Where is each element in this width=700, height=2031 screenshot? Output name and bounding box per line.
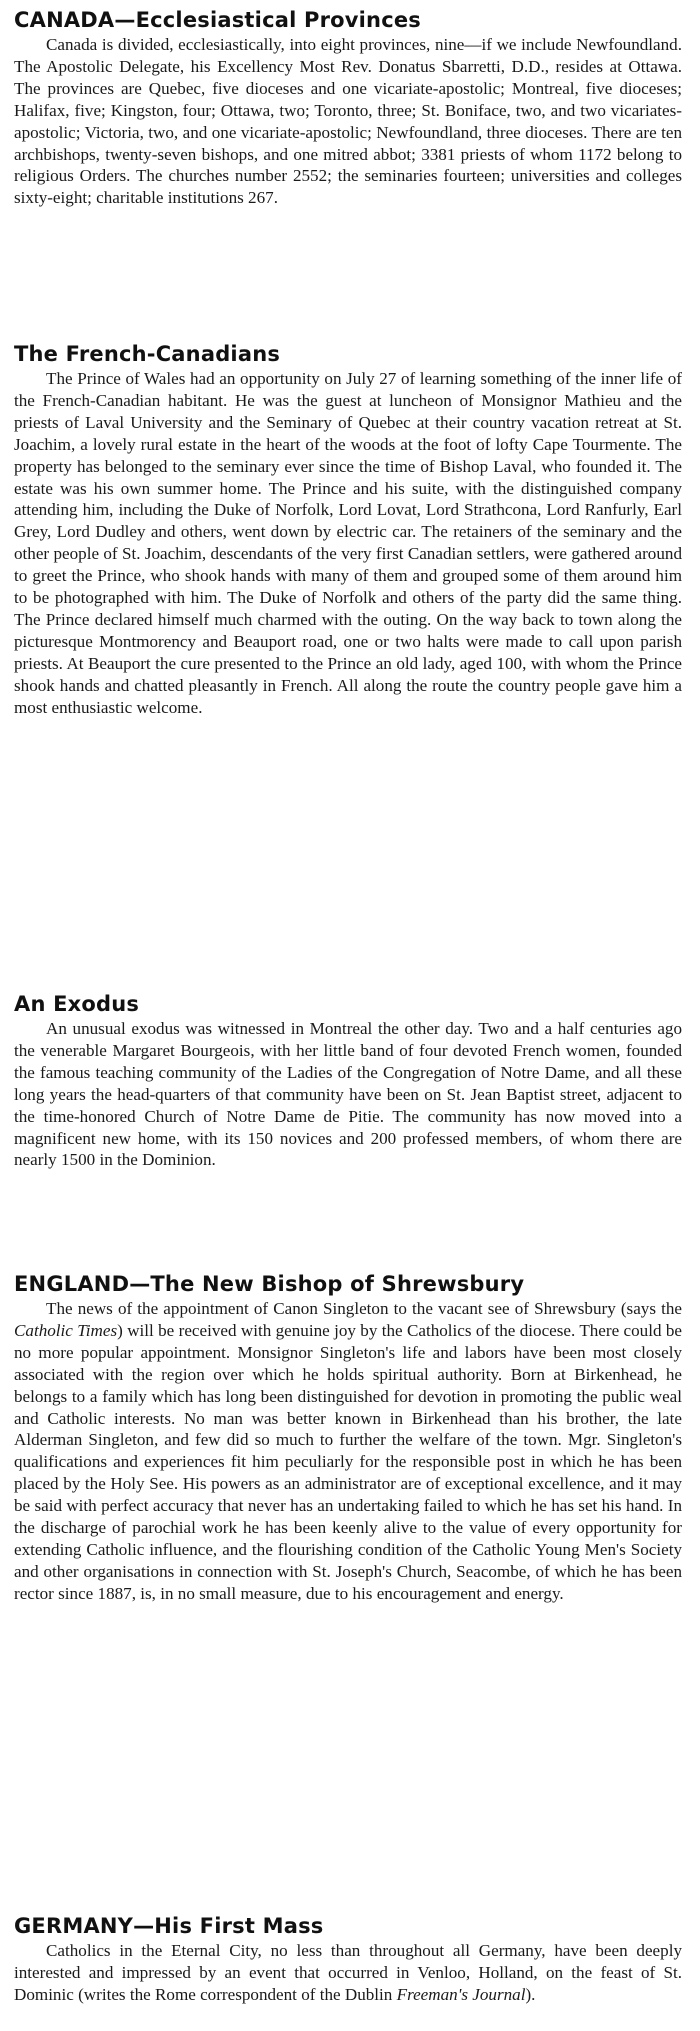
- paragraph-england: [14, 1298, 682, 1605]
- paragraph-england-part1: The news of the appointment of Canon Singleton to the vacant see of Shrewsbury (says the: [46, 1299, 682, 1318]
- publication-name-catholic-times: Catholic Times: [14, 1320, 118, 1340]
- paragraph-canada: Canada is divided, ecclesiastically, into eight provinces, nine—if we include Newfoundland. The Apostolic Delegate, his Excellency Most Rev. Donatus Sbarretti, D.D., resides at Ottawa. The provinces are Quebec, five dioceses and one vicariate-apostolic; Montreal, five dioceses; Halifax, five; Kingston, four; Ottawa, two; Toronto, three; St. Boniface, two, and two vicariates-apostolic; Victoria, two, and one vicariate-apostolic; Newfoundland, three dioceses. There are ten archbishops, twenty-seven bishops, and one mitred abbot; 3381 priests of whom 1172 belong to religious Orders. The churches number 2552; the seminaries fourteen; universities and colleges sixty-eight; charitable institutions 267.: [14, 35, 682, 208]
- paragraph-england-part2: ) will be received with genuine joy by the Catholics of the diocese. There could be no more popular appointment. Monsignor Singleton's life and labors have been most closely associated with the region over which he holds spiritual authority. Born at Birkenhead, he belongs to a family which has long been distinguished for devotion in promoting the public weal and Catholic interests. No man was better known in Birkenhead than his brother, the late Alderman Singleton, and few did so much to further the welfare of the town. Mgr. Singleton's qualifications and experiences fit him peculiarly for the responsible post in which he has been placed by the Holy See. His powers as an administrator are of exceptional excellence, and it may be said with perfect accuracy that never has an undertaking failed to which he has set his hand. In the discharge of parochial work he has been keenly alive to the value of every opportunity for extending Catholic influence, and the flourishing condition of the Catholic Young Men's Society and other organisations in connection with St. Joseph's Church, Seacombe, of which he has been rector since 1887, is, in no small measure, due to his encouragement and energy.: [14, 1320, 682, 1603]
- heading-england: ENGLAND—The New Bishop of Shrewsbury: [14, 1272, 525, 1296]
- article-england: [14, 1270, 682, 1605]
- paragraph-french-canadians: The Prince of Wales had an opportunity on July 27 of learning something of the inner life of the French-Canadian habitant. He was the guest at luncheon of Monsignor Mathieu and the priests of Laval University and the Seminary of Quebec at their country vacation retreat at St. Joachim, a lovely rural estate in the heart of the woods at the foot of lofty Cape Tourmente. The property has belonged to the seminary ever since the time of Bishop Laval, who founded it. The estate was his own summer home. The Prince and his suite, with the distinguished company attending him, including the Duke of Norfolk, Lord Lovat, Lord Strathcona, Lord Ranfurly, Earl Grey, Lord Dudley and others, went down by electric car. The retainers of the seminary and the other people of St. Joachim, descendants of the very first Canadian settlers, were gathered around to greet the Prince, who shook hands with many of them and grouped some of them around him to be photographed with him. The Duke of Norfolk and others of the party did the same thing. The Prince declared himself much charmed with the outing. On the way back to town along the picturesque Montmorency and Beauport road, one or two halts were made to call upon parish priests. At Beauport the cure presented to the Prince an old lady, aged 100, with whom the Prince shook hands and chatted pleasantly in French. All along the route the country people gave him a most enthusiastic welcome.: [14, 369, 682, 717]
- article-french-canadians: [14, 340, 682, 719]
- paragraph-exodus: An unusual exodus was witnessed in Montreal the other day. Two and a half centuries ago the venerable Margaret Bourgeois, with her little band of four devoted French women, founded the famous teaching community of the Ladies of the Congregation of Notre Dame, and all these long years the head-quarters of that community have been on St. Jean Baptist street, adjacent to the time-honored Church of Notre Dame de Pitie. The community has now moved into a magnificent new home, with its 150 novices and 200 professed members, of whom there are nearly 1500 in the Dominion.: [14, 1019, 682, 1170]
- article-exodus: [14, 990, 682, 1171]
- paragraph-germany-part1: Catholics in the Eternal City, no less than throughout all Germany, have been deeply interested and impressed by an event that occurred in Venloo, Holland, on the feast of St. Dominic (writes the Rome correspondent of the Dublin: [14, 1941, 682, 2004]
- heading-exodus: An Exodus: [14, 992, 140, 1016]
- heading-canada: CANADA—Ecclesiastical Provinces: [14, 8, 421, 32]
- publication-name-freemans-journal: Freeman's Journal: [396, 1984, 526, 2004]
- article-canada: [14, 6, 682, 209]
- paragraph-germany: [14, 1940, 682, 2006]
- paragraph-germany-part2: ).: [525, 1984, 536, 2004]
- article-germany: [14, 1912, 682, 2006]
- document-page: [14, 6, 682, 2026]
- heading-germany: GERMANY—His First Mass: [14, 1914, 324, 1938]
- heading-french-canadians: The French-Canadians: [14, 342, 281, 366]
